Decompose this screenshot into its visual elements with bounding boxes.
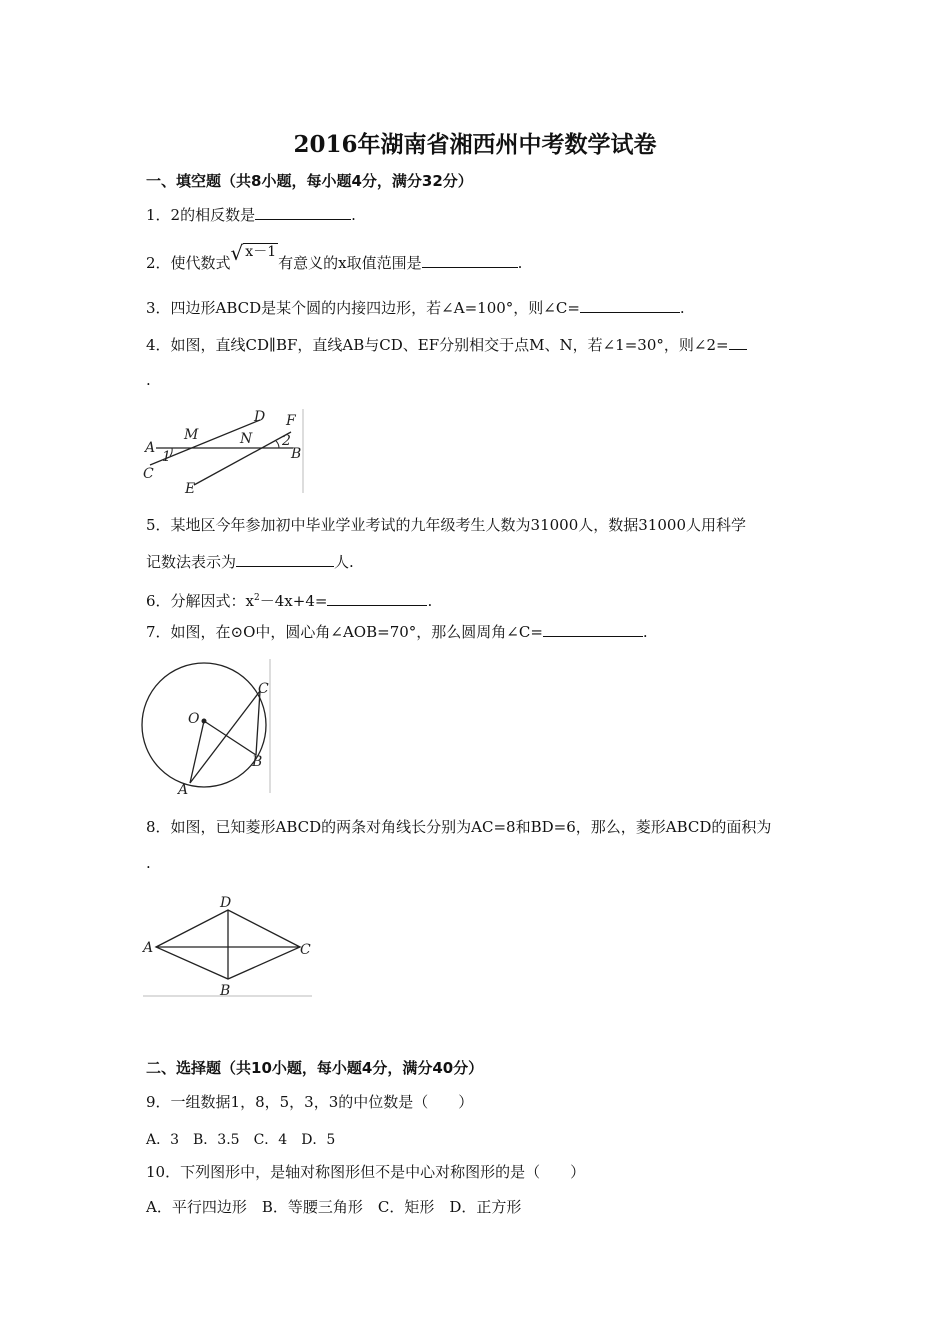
question-6 (146, 588, 432, 611)
question-3-text: 3．四边形ABCD是某个圆的内接四边形，若∠A=100°，则∠C= (146, 299, 580, 317)
question-9: 9．一组数据1，8，5，3，3的中位数是（ ） (146, 1093, 474, 1111)
period: . (679, 299, 685, 317)
question-2-text-post: 有意义的x取值范围是 (278, 254, 422, 272)
figure-parallel-lines (140, 405, 305, 495)
fig7-label-B: B (252, 754, 263, 770)
question-9-options: A．3 B．3.5 C．4 D．5 (146, 1132, 336, 1148)
question-2-text-pre: 2．使代数式 (146, 254, 231, 272)
question-8-end: . (146, 854, 151, 872)
fig4-label-D: D (254, 409, 266, 425)
question-6-text-pre: 6．分解因式：x (146, 592, 255, 610)
question-3 (146, 298, 685, 318)
fig4-label-angle-1: 1 (162, 449, 171, 465)
question-5-line-2 (146, 552, 354, 572)
question-5-line-1: 5．某地区今年参加初中毕业学业考试的九年级考生人数为31000人，数据31000人用科学 (146, 516, 746, 534)
question-10: 10．下列图形中，是轴对称图形但不是中心对称图形的是（ ） (146, 1163, 586, 1181)
period: . (351, 206, 356, 224)
question-7-text: 7．如图，在⊙O中，圆心角∠AOB=70°，那么圆周角∠C= (146, 623, 543, 641)
fig7-label-C: C (258, 681, 269, 697)
figure-rhombus (140, 892, 315, 1002)
fig8-label-D: D (220, 895, 232, 911)
radical-expression: √ x－1 (230, 241, 277, 265)
fig4-label-B: B (291, 446, 302, 462)
period: . (427, 592, 433, 610)
answer-blank (422, 253, 518, 268)
question-1 (146, 205, 356, 225)
question-5-unit: 人. (334, 553, 354, 571)
answer-blank (543, 622, 643, 637)
fig8-label-A: A (143, 940, 154, 956)
answer-blank (255, 205, 351, 220)
fig7-label-A: A (178, 782, 189, 795)
question-5-text: 记数法表示为 (146, 553, 237, 571)
answer-blank (729, 335, 747, 350)
figure-circle (140, 655, 275, 795)
fig4-label-A: A (145, 440, 156, 456)
question-6-text-post: －4x+4= (259, 592, 328, 610)
section-1-heading: 一、填空题（共8小题，每小题4分，满分32分） (146, 172, 473, 190)
question-10-options: A．平行四边形 B．等腰三角形 C．矩形 D．正方形 (146, 1198, 522, 1216)
question-4-end: . (146, 371, 151, 389)
fig8-label-C: C (300, 942, 311, 958)
question-1-text: 1．2的相反数是 (146, 206, 256, 224)
fig7-label-O: O (188, 711, 200, 727)
fig4-label-F: F (286, 413, 296, 429)
question-8-line-1: 8．如图，已知菱形ABCD的两条对角线长分别为AC=8和BD=6，那么，菱形ABCD的面积为 (146, 818, 772, 836)
section-2-heading: 二、选择题（共10小题，每小题4分，满分40分） (146, 1059, 484, 1077)
question-4-text: 4．如图，直线CD∥BF，直线AB与CD、EF分别相交于点M、N，若∠1=30°，则∠2= (146, 336, 729, 354)
fig8-label-B: B (220, 983, 231, 999)
answer-blank (327, 591, 427, 606)
radicand: x－1 (245, 244, 277, 260)
fig4-label-C: C (143, 466, 154, 482)
exponent: 2 (254, 593, 260, 603)
question-4 (146, 335, 747, 355)
answer-blank (236, 552, 334, 567)
period: . (517, 254, 523, 272)
page-title: 2016年湖南省湘西州中考数学试卷 (293, 131, 657, 158)
fig4-label-E: E (185, 481, 196, 495)
question-2 (146, 241, 523, 274)
fig4-label-M: M (184, 427, 199, 443)
question-7 (146, 622, 648, 642)
fig4-label-N: N (240, 431, 253, 447)
period: . (642, 623, 648, 641)
fig4-label-angle-2: 2 (282, 433, 291, 449)
answer-blank (580, 298, 680, 313)
